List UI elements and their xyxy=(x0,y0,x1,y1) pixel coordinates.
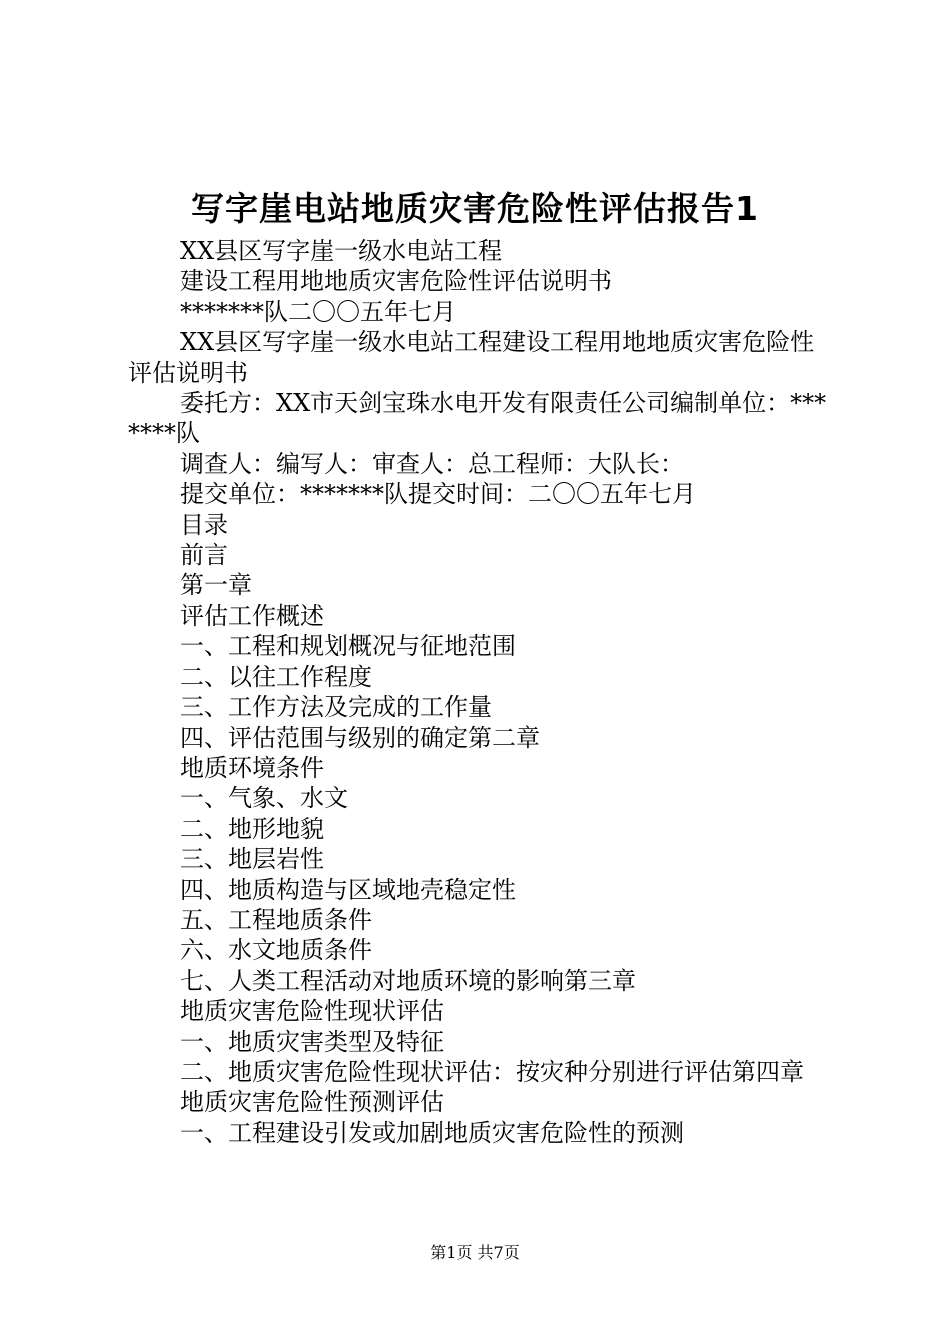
toc-item: 地质灾害危险性预测评估 xyxy=(180,1088,444,1117)
paragraph: 建设工程用地地质灾害危险性评估说明书 xyxy=(180,267,612,296)
toc-item: 四、地质构造与区域地壳稳定性 xyxy=(180,875,516,904)
page-footer: 第1页 共7页 xyxy=(430,1243,520,1262)
toc-heading: 目录 xyxy=(180,510,228,539)
document-title: 写字崖电站地质灾害危险性评估报告1 xyxy=(191,189,759,228)
toc-item: 二、地质灾害危险性现状评估：按灾种分别进行评估第四章 xyxy=(180,1057,804,1086)
toc-item: 三、工作方法及完成的工作量 xyxy=(180,693,492,722)
paragraph: XX县区写字崖一级水电站工程 xyxy=(180,237,503,265)
toc-item: 三、地层岩性 xyxy=(180,845,324,874)
toc-item: 第一章 xyxy=(180,571,252,600)
toc-item: 地质灾害危险性现状评估 xyxy=(180,997,444,1026)
toc-item: 四、评估范围与级别的确定第二章 xyxy=(180,723,540,752)
toc-item: 一、地质灾害类型及特征 xyxy=(180,1027,444,1056)
paragraph: 委托方：XX市天剑宝珠水电开发有限责任公司编制单位：*******队 xyxy=(128,389,827,448)
toc-item: 前言 xyxy=(180,541,228,570)
paragraph: 调查人：编写人：审查人：总工程师：大队长： xyxy=(180,449,684,478)
paragraph: 提交单位：*******队提交时间：二〇〇五年七月 xyxy=(180,480,696,509)
toc-item: 评估工作概述 xyxy=(180,601,324,630)
toc-item: 一、工程建设引发或加剧地质灾害危险性的预测 xyxy=(180,1118,684,1147)
toc-item: 二、以往工作程度 xyxy=(180,662,372,691)
toc-item: 一、工程和规划概况与征地范围 xyxy=(180,632,516,661)
paragraph: *******队二〇〇五年七月 xyxy=(180,297,456,326)
toc-item: 地质环境条件 xyxy=(180,753,324,782)
toc-item: 五、工程地质条件 xyxy=(180,905,372,934)
toc-item: 六、水文地质条件 xyxy=(180,936,372,965)
document-body xyxy=(128,236,830,1148)
toc-item: 七、人类工程活动对地质环境的影响第三章 xyxy=(180,966,636,995)
toc-item: 一、气象、水文 xyxy=(180,784,348,813)
paragraph: XX县区写字崖一级水电站工程建设工程用地地质灾害危险性评估说明书 xyxy=(128,328,815,387)
toc-item: 二、地形地貌 xyxy=(180,814,324,843)
